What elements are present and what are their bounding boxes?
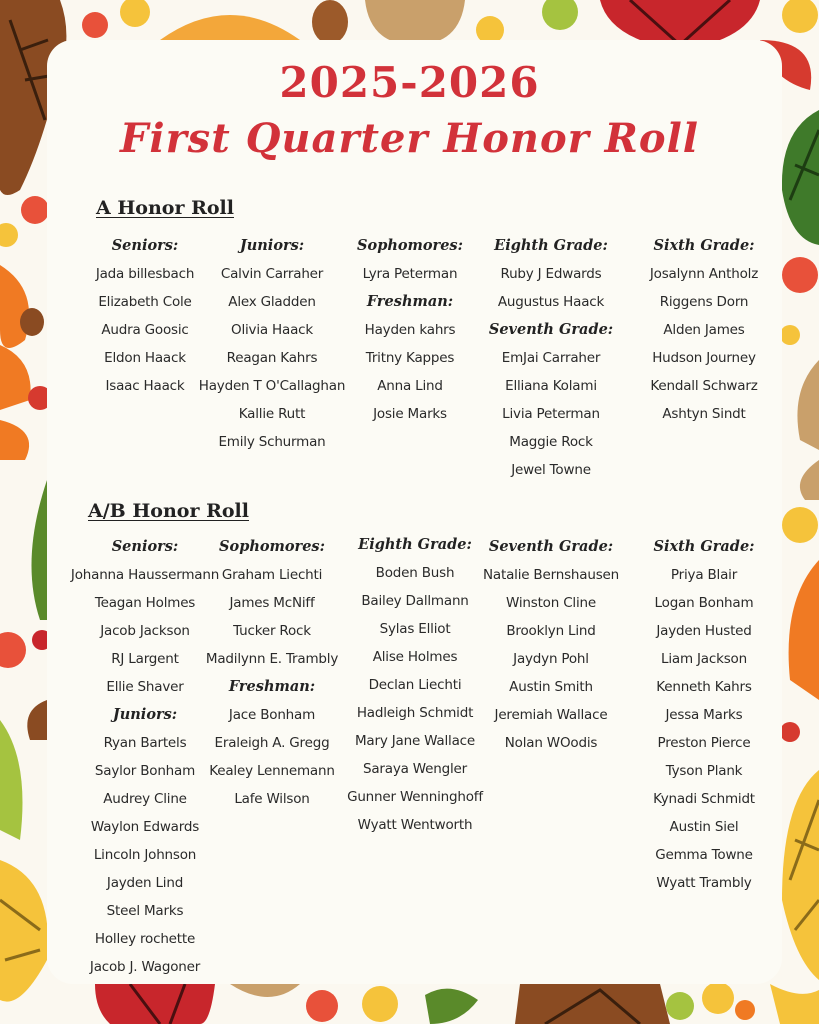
student-name: Olivia Haack <box>231 322 313 338</box>
a-honor-col-5 <box>624 232 784 428</box>
student-name: Johanna Haussermann <box>70 567 220 583</box>
school-year-title: 2025-2026 <box>279 58 540 107</box>
grade-heading: Sophomores: <box>357 237 463 254</box>
student-name: Austin Smith <box>509 679 593 695</box>
grade-heading: Seventh Grade: <box>488 538 614 555</box>
student-name: Jada billesbach <box>95 266 195 282</box>
yellow-leaf-icon <box>0 860 48 1002</box>
student-name: Josie Marks <box>373 406 447 422</box>
green-leaf-icon <box>31 480 47 620</box>
student-name: EmJai Carraher <box>501 350 601 366</box>
student-name: Emily Schurman <box>218 434 326 450</box>
student-name: Wyatt Wentworth <box>357 817 473 833</box>
yellow-leaf-icon <box>782 770 819 980</box>
student-name: Lafe Wilson <box>234 791 310 807</box>
page-title: First Quarter Honor Roll <box>120 115 699 162</box>
student-name: Isaac Haack <box>105 378 185 394</box>
student-name: Kynadi Schmidt <box>653 791 755 807</box>
student-name: Alden James <box>663 322 745 338</box>
student-name: Hudson Journey <box>652 350 756 366</box>
ab-honor-col-5 <box>624 533 784 897</box>
student-name: Alise Holmes <box>372 649 458 665</box>
student-name: Josalynn Antholz <box>649 266 759 282</box>
a-honor-col-4 <box>471 232 631 484</box>
a-honor-roll-heading: A Honor Roll <box>96 197 234 219</box>
grade-heading: Seniors: <box>111 237 179 254</box>
student-name: Kendall Schwarz <box>650 378 758 394</box>
grade-heading: Eighth Grade: <box>358 536 472 553</box>
student-name: Liam Jackson <box>661 651 747 667</box>
yellow-berry-icon <box>120 0 150 27</box>
ab-honor-col-2 <box>192 533 352 813</box>
ab-honor-roll-heading: A/B Honor Roll <box>88 500 249 522</box>
student-name: Jaydyn Pohl <box>513 651 589 667</box>
student-name: Kallie Rutt <box>238 406 306 422</box>
brown-leaf-icon <box>515 984 670 1024</box>
acorn-icon <box>312 0 348 44</box>
student-name: Jessa Marks <box>665 707 743 723</box>
student-name: Jayden Lind <box>106 875 184 891</box>
student-name: Augustus Haack <box>497 294 605 310</box>
grade-heading: Juniors: <box>239 237 305 254</box>
grade-heading: Sixth Grade: <box>653 237 755 254</box>
student-name: Alex Gladden <box>228 294 316 310</box>
student-name: Wyatt Trambly <box>656 875 752 891</box>
grade-heading: Sixth Grade: <box>653 538 755 555</box>
student-name: Ellie Shaver <box>106 679 184 695</box>
student-name: Audrey Cline <box>103 791 187 807</box>
student-name: Hayden kahrs <box>364 322 456 338</box>
student-name: RJ Largent <box>111 651 179 667</box>
student-name: Mary Jane Wallace <box>354 733 476 749</box>
student-name: Priya Blair <box>670 567 738 583</box>
student-name: Hadleigh Schmidt <box>356 705 474 721</box>
student-name: Lincoln Johnson <box>93 847 197 863</box>
student-name: Waylon Edwards <box>90 819 200 835</box>
student-name: Holley rochette <box>94 931 196 947</box>
student-name: Eldon Haack <box>104 350 186 366</box>
student-name: Preston Pierce <box>657 735 751 751</box>
student-name: Winston Cline <box>506 595 596 611</box>
student-name: Riggens Dorn <box>659 294 749 310</box>
grade-heading: Eighth Grade: <box>494 237 608 254</box>
student-name: Steel Marks <box>106 903 184 919</box>
student-name: Calvin Carraher <box>220 266 324 282</box>
green-leaf-icon <box>425 989 478 1024</box>
student-name: Jacob J. Wagoner <box>89 959 201 975</box>
student-name: Sylas Elliot <box>379 621 451 637</box>
student-name: Austin Siel <box>669 819 739 835</box>
student-name: Ashtyn Sindt <box>662 406 746 422</box>
student-name: Tyson Plank <box>665 763 743 779</box>
student-name: Logan Bonham <box>654 595 754 611</box>
student-name: Nolan WOodis <box>504 735 598 751</box>
student-name: Audra Goosic <box>101 322 189 338</box>
orange-leaf-icon <box>789 560 819 700</box>
student-name: James McNiff <box>229 595 315 611</box>
orange-leaf-icon <box>160 15 300 40</box>
student-name: Maggie Rock <box>509 434 593 450</box>
student-name: Eraleigh A. Gregg <box>214 735 330 751</box>
a-honor-col-3 <box>330 232 490 428</box>
student-name: Teagan Holmes <box>94 595 196 611</box>
student-name: Reagan Kahrs <box>226 350 318 366</box>
student-name: Jeremiah Wallace <box>494 707 608 723</box>
student-name: Jace Bonham <box>228 707 316 723</box>
grade-heading: Seniors: <box>111 538 179 555</box>
student-name: Elizabeth Cole <box>98 294 192 310</box>
red-berry-icon <box>82 12 108 38</box>
student-name: Ruby J Edwards <box>500 266 602 282</box>
grade-heading: Freshman: <box>366 293 454 310</box>
student-name: Declan Liechti <box>368 677 462 693</box>
student-name: Jewel Towne <box>511 462 591 478</box>
student-name: Graham Liechti <box>221 567 323 583</box>
student-name: Ryan Bartels <box>103 735 187 751</box>
student-name: Jacob Jackson <box>100 623 190 639</box>
student-name: Hayden T O'Callaghan <box>198 378 346 394</box>
grade-heading: Sophomores: <box>219 538 325 555</box>
student-name: Brooklyn Lind <box>506 623 596 639</box>
student-name: Anna Lind <box>377 378 443 394</box>
student-name: Tucker Rock <box>233 623 311 639</box>
student-name: Madilynn E. Trambly <box>205 651 339 667</box>
student-name: Saraya Wengler <box>362 761 467 777</box>
acorn-cap-icon <box>365 0 465 45</box>
student-name: Kealey Lennemann <box>209 763 335 779</box>
student-name: Saylor Bonham <box>94 763 196 779</box>
student-name: Lyra Peterman <box>362 266 458 282</box>
student-name: Bailey Dallmann <box>361 593 469 609</box>
orange-leaf-icon <box>0 265 29 348</box>
ab-honor-col-4 <box>471 533 631 757</box>
grade-heading: Freshman: <box>228 678 316 695</box>
student-name: Tritny Kappes <box>365 350 455 366</box>
student-name: Boden Bush <box>375 565 455 581</box>
student-name: Elliana Kolami <box>505 378 597 394</box>
student-name: Natalie Bernshausen <box>483 567 619 583</box>
student-name: Gunner Wenninghoff <box>347 789 483 805</box>
grade-heading: Juniors: <box>112 706 178 723</box>
student-name: Jayden Husted <box>656 623 752 639</box>
student-name: Livia Peterman <box>502 406 600 422</box>
a-honor-col-2 <box>192 232 352 456</box>
student-name: Gemma Towne <box>655 847 753 863</box>
student-name: Kenneth Kahrs <box>656 679 752 695</box>
grade-heading: Seventh Grade: <box>488 321 614 338</box>
